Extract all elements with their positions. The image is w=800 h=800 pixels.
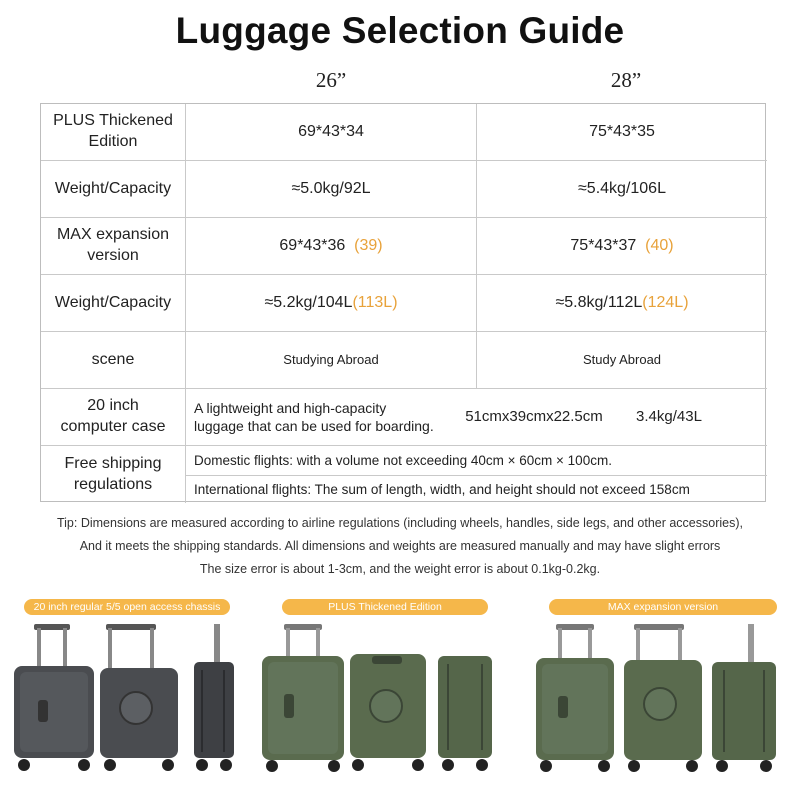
- page-title: Luggage Selection Guide: [175, 10, 625, 51]
- computer-case-weight: 3.4kg/43L: [636, 408, 702, 426]
- column-header-28: 28”: [610, 68, 642, 92]
- plus-weight-label: Weight/Capacity: [54, 179, 172, 197]
- plus-26-size: 69*43*34: [298, 122, 364, 140]
- computer-case-description: A lightweight and high-capacity luggage that can be used for boarding.: [194, 399, 434, 434]
- shipping-label: Free shipping regulations: [64, 454, 162, 493]
- column-header-26: 26”: [315, 68, 347, 92]
- shipping-domestic: Domestic flights: with a volume not exceeding 40cm × 60cm × 100cm.: [194, 452, 612, 468]
- computer-case-size: 51cmx39cmx22.5cm: [465, 408, 603, 426]
- tip-line-2: And it meets the shipping standards. All dimensions and weights are measured manually and may have slight errors: [79, 539, 721, 553]
- plus-suitcase-front: [258, 622, 348, 772]
- max-edition-label: MAX expansion version: [56, 226, 170, 264]
- max-suitcase-front: [532, 622, 618, 772]
- max-26-weight-expanded: (113L): [352, 293, 398, 311]
- max-28-weight: ≈5.8kg/112L (124L): [477, 275, 767, 331]
- scene-28: Study Abroad: [582, 351, 662, 367]
- tip-line-3: The size error is about 1-3cm, and the weight error is about 0.1kg-0.2kg.: [199, 562, 601, 576]
- shipping-international: International flights: The sum of length, width, and height should not exceed 158cm: [194, 481, 690, 497]
- dark-suitcase-front: [10, 622, 98, 772]
- max-26-size: 69*43*36 (39): [186, 218, 476, 274]
- plus-suitcase-angle: [346, 650, 430, 772]
- plus-26-weight: ≈5.0kg/92L: [291, 179, 371, 197]
- scene-label: scene: [91, 350, 135, 368]
- computer-case-label: 20 inch computer case: [60, 397, 166, 435]
- plus-edition-label: PLUS Thickened Edition: [53, 112, 173, 150]
- max-26-expanded: (39): [354, 236, 383, 254]
- banner-plus: PLUS Thickened Edition: [282, 599, 488, 615]
- scene-26: Studying Abroad: [283, 351, 379, 367]
- dark-suitcase-angle: [98, 622, 184, 772]
- max-28-expanded: (40): [645, 236, 674, 254]
- plus-suitcase-side: [434, 650, 496, 772]
- max-28-weight-expanded: (124L): [642, 293, 689, 311]
- plus-28-weight: ≈5.4kg/106L: [578, 179, 666, 197]
- max-suitcase-side: [708, 622, 780, 772]
- dark-suitcase-side: [190, 622, 240, 772]
- spec-table: [40, 103, 766, 502]
- max-26-weight: ≈5.2kg/104L (113L): [186, 275, 476, 331]
- banner-max: MAX expansion version: [549, 599, 777, 615]
- max-weight-label: Weight/Capacity: [54, 293, 172, 311]
- banner-regular: 20 inch regular 5/5 open access chassis: [24, 599, 230, 615]
- tip-line-1: Tip: Dimensions are measured according to airline regulations (including wheels, handles, side legs, and other accessories),: [56, 516, 743, 530]
- max-28-size: 75*43*37 (40): [477, 218, 767, 274]
- max-suitcase-angle: [620, 622, 706, 772]
- plus-28-size: 75*43*35: [589, 122, 655, 140]
